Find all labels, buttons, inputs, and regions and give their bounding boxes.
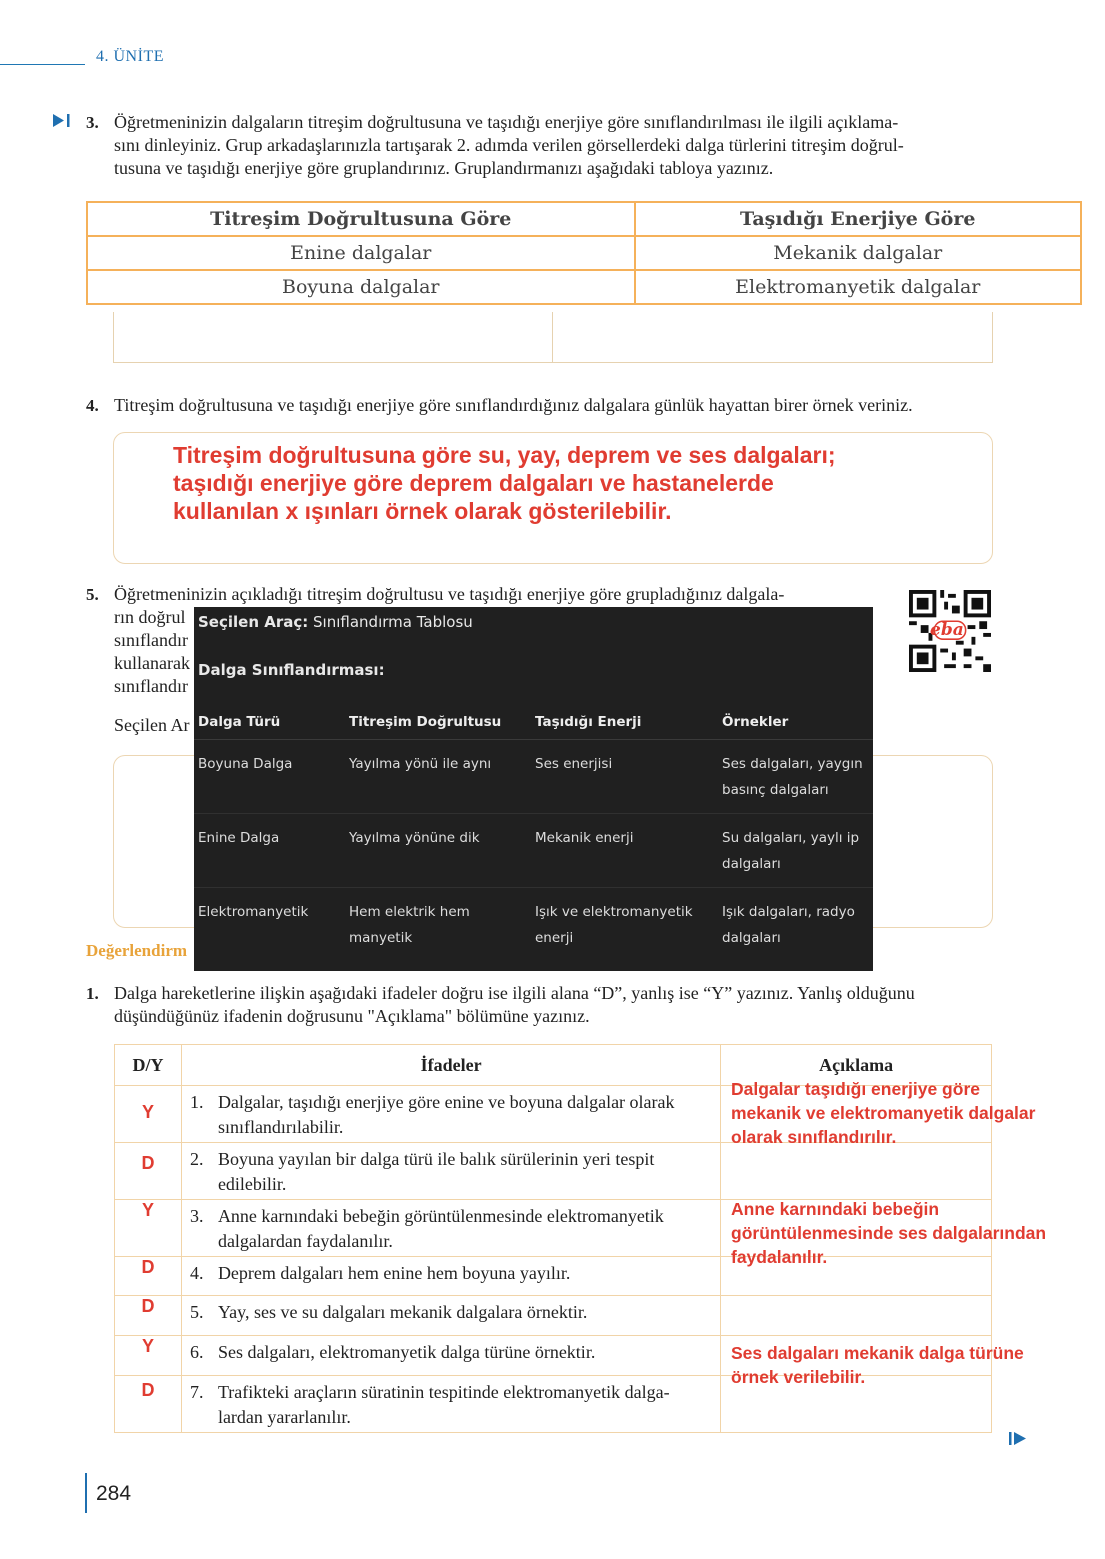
dy-answer[interactable]: Y	[115, 1086, 182, 1143]
overlay-cell: Elektromanyetik	[198, 904, 309, 920]
overlay-cell: Ses dalgaları, yaygın basınç dalgaları	[718, 740, 873, 814]
q5-fragment: rın doğrul	[114, 607, 186, 627]
wave-classification-table	[194, 705, 873, 961]
page-number: 284	[96, 1482, 132, 1505]
statement-text: Boyuna yayılan bir dalga türü ile balık sürülerinin yeri tespit edilebilir.	[217, 1149, 655, 1194]
q5-number: 5.	[86, 585, 99, 604]
q5-line1: Öğretmeninizin açıkladığı titreşim doğrultusu ve taşıdığı enerjiye göre grupladığınız dalgala-	[114, 584, 785, 604]
explanation-line: olarak sınıflandırılır.	[731, 1127, 897, 1147]
table-row	[194, 888, 873, 962]
q4-number: 4.	[86, 396, 99, 415]
explanation-6	[731, 1341, 1024, 1389]
explanation-3	[731, 1197, 1046, 1269]
explanation-line: faydalanılır.	[731, 1247, 828, 1267]
statement-cell	[181, 1200, 720, 1257]
eval-line: düşündüğünüz ifadenin doğrusunu "Açıklama" bölümüne yazınız.	[114, 1006, 590, 1026]
statement-text: Ses dalgaları, elektromanyetik dalga türüne örnektir.	[217, 1342, 596, 1362]
eval-q1-text	[114, 982, 915, 1028]
overlay-header: Dalga Türü	[194, 705, 345, 740]
statement-text: Anne karnındaki bebeğin görüntülenmesinde elektromanyetik dalgalardan faydalanılır.	[217, 1206, 664, 1251]
answer-line: kullanılan x ışınları örnek olarak gösterilebilir.	[173, 498, 672, 524]
dy-answer[interactable]: D	[115, 1143, 182, 1200]
answer-line: taşıdığı enerjiye göre deprem dalgaları ve hastanelerde	[173, 470, 774, 496]
overlay-header: Titreşim Doğrultusu	[345, 705, 531, 740]
empty-table-row	[113, 312, 993, 363]
overlay-tool-line	[198, 613, 473, 631]
statement-number: 5.	[189, 1302, 204, 1322]
statement-number: 1.	[189, 1092, 204, 1112]
explanation-cell[interactable]	[721, 1296, 992, 1336]
statement-text: Deprem dalgaları hem enine hem boyuna yayılır.	[217, 1263, 571, 1283]
table-row	[194, 814, 873, 888]
overlay-cell: Su dalgaları, yaylı ip dalgaları	[718, 814, 873, 888]
q3-line: Öğretmeninizin dalgaların titreşim doğrultusuna ve taşıdığı enerjiye göre sınıflandırılması ile ilgili açıklama-	[114, 112, 899, 132]
table-row	[194, 740, 873, 814]
table-header: D/Y	[115, 1045, 182, 1086]
tool-value: Sınıflandırma Tablosu	[313, 613, 473, 631]
explanation-line: görüntülenmesinde ses dalgalarından	[731, 1223, 1047, 1243]
statement-cell	[181, 1296, 720, 1336]
table-header: Titreşim Doğrultusuna Göre	[87, 202, 635, 236]
statement-number: 7.	[189, 1382, 204, 1402]
q3-line: sını dinleyiniz. Grup arkadaşlarınızla tartışarak 2. adımda verilen görsellerdeki dalga türlerini titreşim doğrul-	[114, 135, 904, 155]
table-header: Açıklama	[721, 1045, 992, 1086]
overlay-cell: Ses enerjisi	[531, 740, 718, 814]
statement-number: 6.	[189, 1342, 204, 1362]
q5-fragment: kullanarak	[114, 653, 190, 673]
classification-table	[86, 201, 1082, 305]
dy-answer[interactable]: D	[115, 1376, 182, 1433]
statement-text: Trafikteki araçların süratinin tespitinde elektromanyetik dalga-lardan yararlanılır.	[217, 1382, 670, 1427]
explanation-line: Anne karnındaki bebeğin	[731, 1199, 940, 1219]
q4-answer	[173, 441, 836, 525]
unit-title: 4. ÜNİTE	[96, 48, 164, 65]
footer-rule	[85, 1473, 87, 1513]
overlay-cell: Boyuna Dalga	[194, 740, 345, 814]
eval-line: Dalga hareketlerine ilişkin aşağıdaki ifadeler doğru ise ilgili alana “D”, yanlış ise “Y” yazınız. Yanlış olduğunu	[114, 983, 915, 1003]
q5-fragment: sınıflandır	[114, 630, 188, 650]
table-divider	[552, 312, 553, 363]
q3-text	[114, 111, 904, 180]
table-header: Taşıdığı Enerjiye Göre	[635, 202, 1081, 236]
q3-number: 3.	[86, 113, 99, 132]
statement-cell	[181, 1143, 720, 1200]
overlay-cell: Işık dalgaları, radyo dalgaları	[722, 904, 855, 946]
overlay-section-title: Dalga Sınıflandırması:	[198, 661, 385, 679]
q3-line: tusuna ve taşıdığı enerjiye göre gruplandırınız. Gruplandırmanızı aşağıdaki tabloya yazınız.	[114, 158, 774, 178]
table-cell: Elektromanyetik dalgalar	[635, 270, 1081, 304]
statement-cell	[181, 1336, 720, 1376]
play-marker-icon	[52, 113, 72, 129]
statement-number: 3.	[189, 1206, 204, 1226]
q5-selected-tool-label: Seçilen Ar	[114, 715, 190, 735]
statement-cell	[181, 1376, 720, 1433]
header-rule	[0, 64, 85, 65]
explanation-line: örnek verilebilir.	[731, 1367, 866, 1387]
explanation-line: Ses dalgaları mekanik dalga türüne	[731, 1343, 1024, 1363]
statement-cell	[181, 1086, 720, 1143]
overlay-cell: Işık ve elektromanyetik enerji	[535, 904, 693, 946]
table-cell: Mekanik dalgalar	[635, 236, 1081, 270]
explanation-line: Dalgalar taşıdığı enerjiye göre	[731, 1079, 980, 1099]
dy-answer[interactable]: D	[115, 1296, 182, 1336]
answer-line: Titreşim doğrultusuna göre su, yay, deprem ve ses dalgaları;	[173, 442, 836, 468]
evaluation-title: Değerlendirm	[86, 941, 188, 960]
statement-number: 2.	[189, 1149, 204, 1169]
table-row	[115, 1143, 992, 1200]
statement-cell	[181, 1257, 720, 1296]
overlay-cell: Enine Dalga	[194, 814, 345, 888]
overlay-cell: Yayılma yönü ile aynı	[345, 740, 531, 814]
q4-text: Titreşim doğrultusuna ve taşıdığı enerjiye göre sınıflandırdığınız dalgalara günlük hayattan birer örnek veriniz.	[114, 395, 913, 415]
explanation-line: mekanik ve elektromanyetik dalgalar	[731, 1103, 1036, 1123]
tool-label: Seçilen Araç:	[198, 613, 309, 631]
eba-logo: eba	[930, 620, 964, 640]
overlay-cell: Yayılma yönüne dik	[345, 814, 531, 888]
statement-text: Dalgalar, taşıdığı enerjiye göre enine ve boyuna dalgalar olarak sınıflandırılabilir.	[217, 1092, 675, 1137]
table-cell: Enine dalgalar	[87, 236, 635, 270]
overlay-header: Örnekler	[718, 705, 873, 740]
overlay-header: Taşıdığı Enerji	[531, 705, 718, 740]
eval-q1-number: 1.	[86, 984, 99, 1003]
dy-answer[interactable]: Y	[115, 1336, 182, 1376]
table-row	[115, 1296, 992, 1336]
classification-overlay	[194, 607, 873, 971]
explanation-cell[interactable]	[721, 1143, 992, 1200]
explanation-1	[731, 1077, 1035, 1149]
dy-answer[interactable]: Y	[115, 1200, 182, 1257]
table-header: İfadeler	[181, 1045, 720, 1086]
overlay-cell: Hem elektrik hem manyetik	[349, 904, 470, 946]
dy-answer[interactable]: D	[115, 1257, 182, 1296]
statement-number: 4.	[189, 1263, 204, 1283]
statement-text: Yay, ses ve su dalgaları mekanik dalgalara örnektir.	[217, 1302, 588, 1322]
next-page-icon[interactable]	[1008, 1431, 1028, 1447]
overlay-cell: Mekanik enerji	[531, 814, 718, 888]
table-cell: Boyuna dalgalar	[87, 270, 635, 304]
q5-fragment: sınıflandır	[114, 676, 188, 696]
